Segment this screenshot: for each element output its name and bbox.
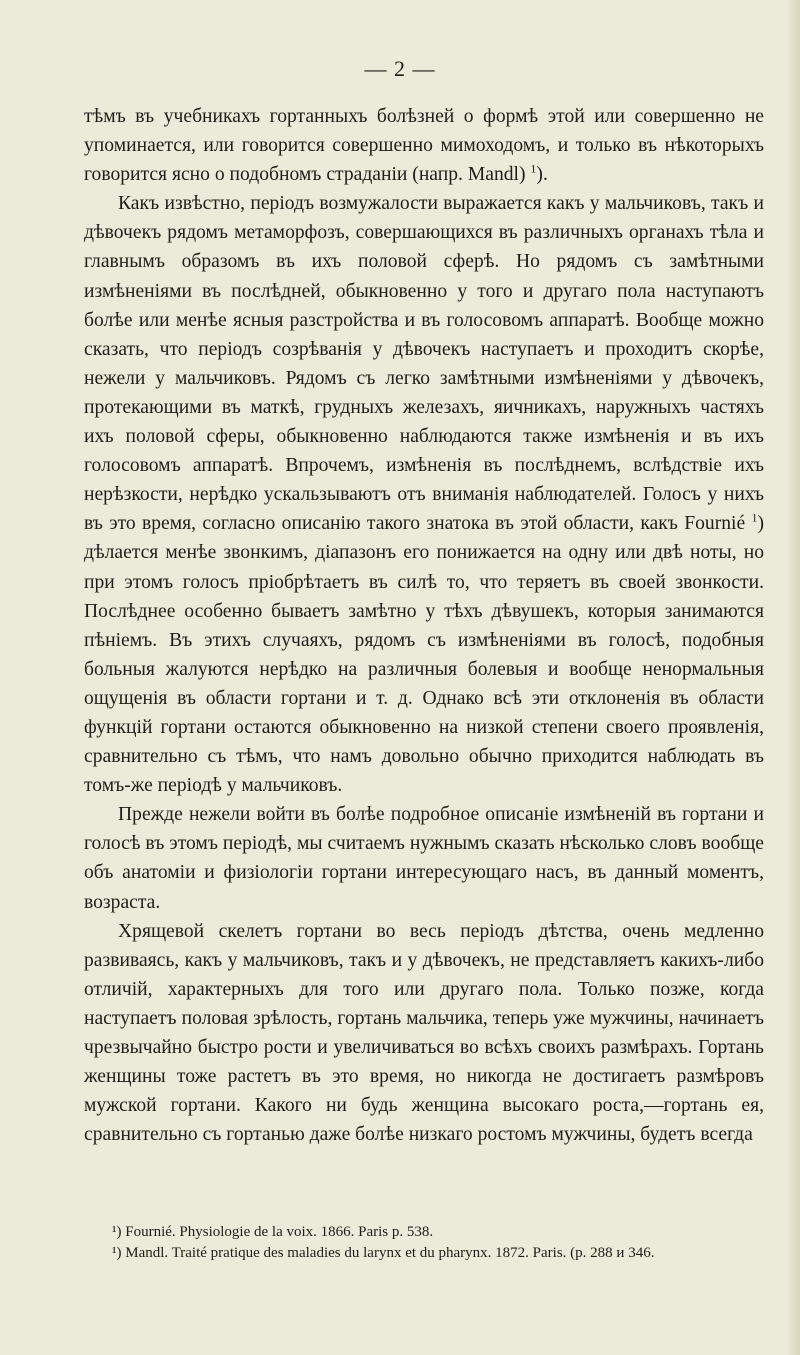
footnote-mark-2: 1: [751, 510, 758, 525]
footnotes: [84, 1222, 764, 1264]
paragraph-1: [84, 102, 764, 189]
page-edge-shadow: [786, 0, 800, 1355]
paragraph-1-text: тѣмъ въ учебникахъ гортанныхъ болѣзней о формѣ этой или совершенно не упоминается, или говорится совершенно мимоходомъ, и только въ нѣкоторыхъ говорится ясно о подобномъ страданіи (напр. Mandl): [84, 106, 764, 186]
paragraph-2-continuation: дѣлается менѣе звонкимъ, діапазонъ его понижается на одну или двѣ ноты, но при этомъ голосъ пріобрѣтаетъ въ силѣ то, что теряетъ въ своей звонкости. Послѣднее особенно бываетъ замѣтно у тѣхъ дѣвушекъ, которыя занимаются пѣніемъ. Въ этихъ случаяхъ, рядомъ съ измѣненіями въ голосѣ, подобныя больныя жалуются нерѣдко на различныя болевыя и вообще ненормальныя ощущенія въ области гортани и т. д. Однако всѣ эти отклоненія въ области функцій гортани остаются обыкновенно на низкой степени своего проявленія, сравнительно съ тѣмъ, что намъ довольно обычно приходится наблюдать въ томъ-же періодѣ у мальчиковъ.: [84, 542, 764, 797]
footnote-close: ).: [536, 164, 548, 186]
paragraph-2-text: Какъ извѣстно, періодъ возмужалости выражается какъ у мальчиковъ, такъ и дѣвочекъ рядомъ метаморфозъ, совершающихся въ различныхъ органахъ тѣла и главнымъ образомъ въ ихъ половой сферѣ. Но рядомъ съ замѣтными измѣненіями въ послѣдней, обыкновенно у того и другаго пола наступаютъ болѣе или менѣе ясныя разстройства и въ голосовомъ аппаратѣ. Вообще можно сказать, что перiодъ созрѣванія у дѣвочекъ наступаетъ и проходитъ скорѣе, нежели у мальчиковъ. Рядомъ съ легко замѣтными измѣненіями у дѣвочекъ, протекающими въ маткѣ, грудныхъ железахъ, яичникахъ, наружныхъ частяхъ ихъ половой сферы, обыкновенно наблюдаются также измѣненія и въ ихъ голосовомъ аппаратѣ. Впрочемъ, измѣненія въ послѣднемъ, вслѣдствіе ихъ нерѣзкости, нерѣдко ускальзываютъ отъ вниманія наблюдателей. Голосъ у нихъ въ это время, согласно описанію такого знатока въ этой области, какъ Fournié: [84, 193, 764, 535]
paragraph-4: Хрящевой скелетъ гортани во весь періодъ дѣтства, очень медленно развиваясь, какъ у мальчиковъ, такъ и у дѣвочекъ, не представляетъ какихъ-либо отличій, характерныхъ для того или другаго пола. Только позже, когда наступаетъ половая зрѣлость, гортань мальчика, теперь уже мужчины, начинаетъ чрезвычайно быстро рости и увеличиваться во всѣхъ своихъ размѣрахъ. Гортань женщины тоже растетъ въ это время, но никогда не достигаетъ размѣровъ мужской гортани. Какого ни будь женщина высокаго роста,—гортань ея, сравнительно съ гортанью даже болѣе низкаго ростомъ мужчины, будетъ всегда: [84, 920, 764, 1146]
body-text: [84, 102, 764, 1149]
page-number: — 2 —: [364, 56, 436, 81]
paragraph-2: Какъ извѣстно, періодъ возмужалости выражается какъ у мальчиковъ, такъ и дѣвочекъ рядомъ метаморфозъ, совершающихся въ различныхъ органахъ тѣла и главнымъ образомъ въ ихъ половой сферѣ. Но рядомъ съ замѣтными измѣненіями въ послѣдней, обыкновенно у того и другаго пола наступаютъ болѣе или менѣе ясныя разстройства и въ голосовомъ аппаратѣ. Вообще можно сказать, что перiодъ созрѣванія у дѣвочекъ наступаетъ и проходитъ скорѣе, нежели у мальчиковъ. Рядомъ съ легко замѣтными измѣненіями у дѣвочекъ, протекающими въ маткѣ, грудныхъ железахъ, яичникахъ, наружныхъ частяхъ ихъ половой сферы, обыкновенно наблюдаются также измѣненія и въ ихъ голосовомъ аппаратѣ. Впрочемъ, измѣненія въ послѣднемъ, вслѣдствіе ихъ нерѣзкости, нерѣдко ускальзываютъ отъ вниманія наблюдателей. Голосъ у нихъ въ это время, согласно описанію такого знатока въ этой области, какъ Fournié $^1$) дѣлается менѣе звонкимъ, діапазонъ его понижается на одну или двѣ ноты, но при этомъ голосъ пріобрѣтаетъ въ силѣ то, что теряетъ въ своей звонкости. Послѣднее особенно бываетъ замѣтно у тѣхъ дѣвушекъ, которыя занимаются пѣніемъ. Въ этихъ случаяхъ, рядомъ съ измѣненіями въ голосѣ, подобныя больныя жалуются нерѣдко на различныя болевыя и вообще ненормальныя ощущенія въ области гортани и т. д. Однако всѣ эти отклоненія въ области функцій гортани остаются обыкновенно на низкой степени своего проявленія, сравнительно съ тѣмъ, что намъ довольно обычно приходится наблюдать въ томъ-же періодѣ у мальчиковъ.: [84, 193, 764, 797]
footnote-mark-1: 1: [530, 161, 537, 176]
footnote-1: ¹) Fournié. Physiologie de la voix. 1866. Paris p. 538.: [112, 1224, 434, 1240]
footnote-2: ¹) Mandl. Traité pratique des maladies du larynx et du pharynx. 1872. Paris. (p. 288 и 346.: [112, 1245, 655, 1261]
paragraph-3: Прежде нежели войти въ болѣе подробное описаніе измѣненій въ гортани и голосѣ въ этомъ періодѣ, мы считаемъ нужнымъ сказать нѣсколько словъ вообще объ анатоміи и физіологіи гортани интересующаго насъ, въ данный моментъ, возраста.: [84, 804, 764, 913]
